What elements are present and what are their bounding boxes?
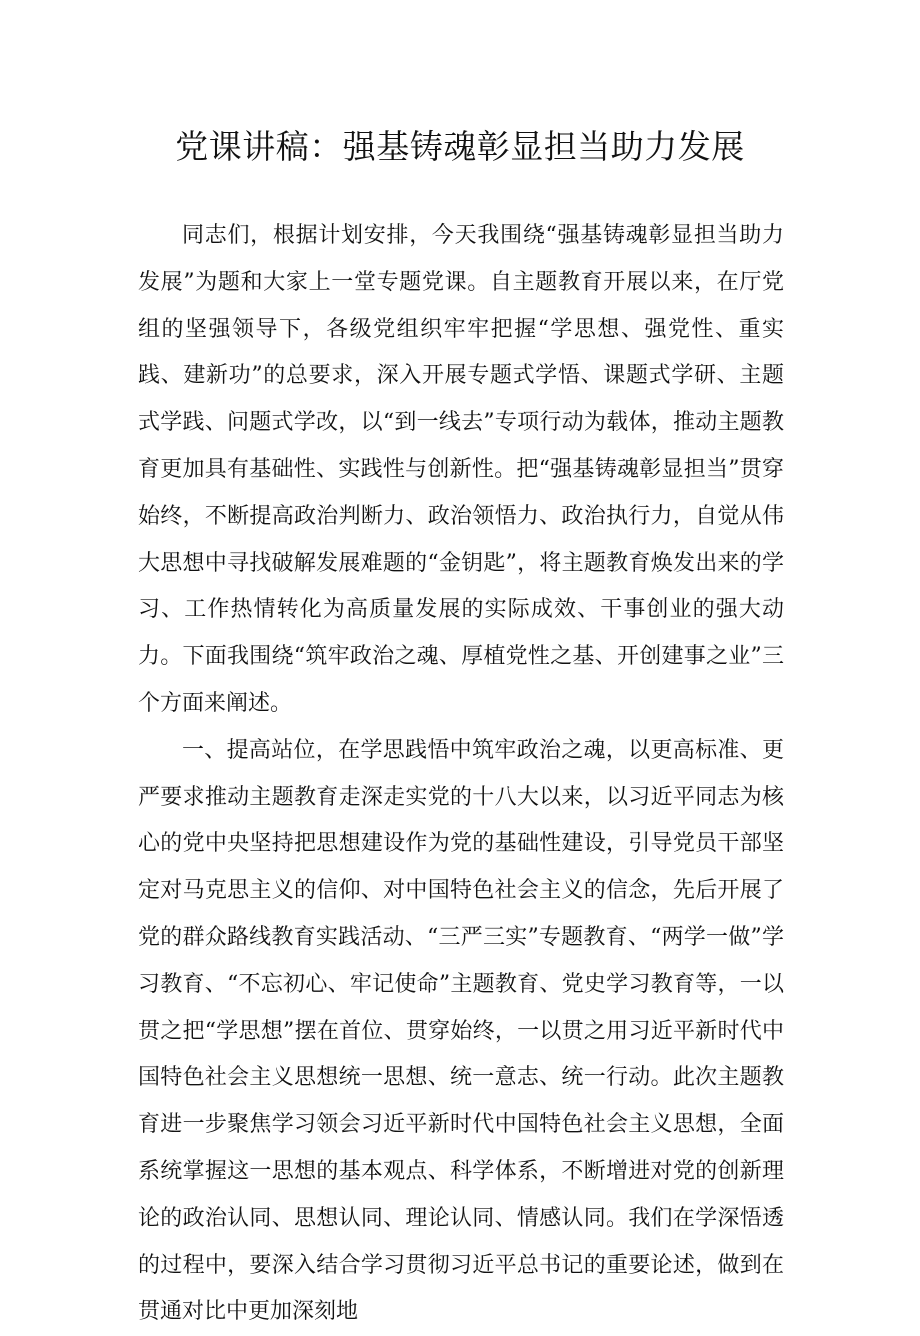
document-body: [138, 213, 784, 1336]
paragraph-intro: 同志们，根据计划安排，今天我围绕“强基铸魂彰显担当助力发展”为题和大家上一堂专题党课。自主题教育开展以来，在厅党组的坚强领导下，各级党组织牢牢把握“学思想、强党性、重实践、建新功”的总要求，深入开展专题式学悟、课题式学研、主题式学践、问题式学改，以“到一线去”专项行动为载体，推动主题教育更加具有基础性、实践性与创新性。把“强基铸魂彰显担当”贯穿始终，不断提高政治判断力、政治领悟力、政治执行力，自觉从伟大思想中寻找破解发展难题的“金钥匙”，将主题教育焕发出来的学习、工作热情转化为高质量发展的实际成效、干事创业的强大动力。下面我围绕“筑牢政治之魂、厚植党性之基、开创建事之业”三个方面来阐述。: [138, 223, 784, 716]
document-title: 党课讲稿：强基铸魂彰显担当助力发展: [175, 127, 745, 166]
paragraph-section-one: 一、提高站位，在学思践悟中筑牢政治之魂，以更高标准、更严要求推动主题教育走深走实党的十八大以来，以习近平同志为核心的党中央坚持把思想建设作为党的基础性建设，引导党员干部坚定对马克思主义的信仰、对中国特色社会主义的信念，先后开展了党的群众路线教育实践活动、“三严三实”专题教育、“两学一做”学习教育、“不忘初心、牢记使命”主题教育、党史学习教育等，一以贯之把“学思想”摆在首位、贯穿始终，一以贯之用习近平新时代中国特色社会主义思想统一思想、统一意志、统一行动。此次主题教育进一步聚焦学习领会习近平新时代中国特色社会主义思想，全面系统掌握这一思想的基本观点、科学体系，不断增进对党的创新理论的政治认同、思想认同、理论认同、情感认同。我们在学深悟透的过程中，要深入结合学习贯彻习近平总书记的重要论述，做到在贯通对比中更加深刻地: [138, 737, 784, 1325]
